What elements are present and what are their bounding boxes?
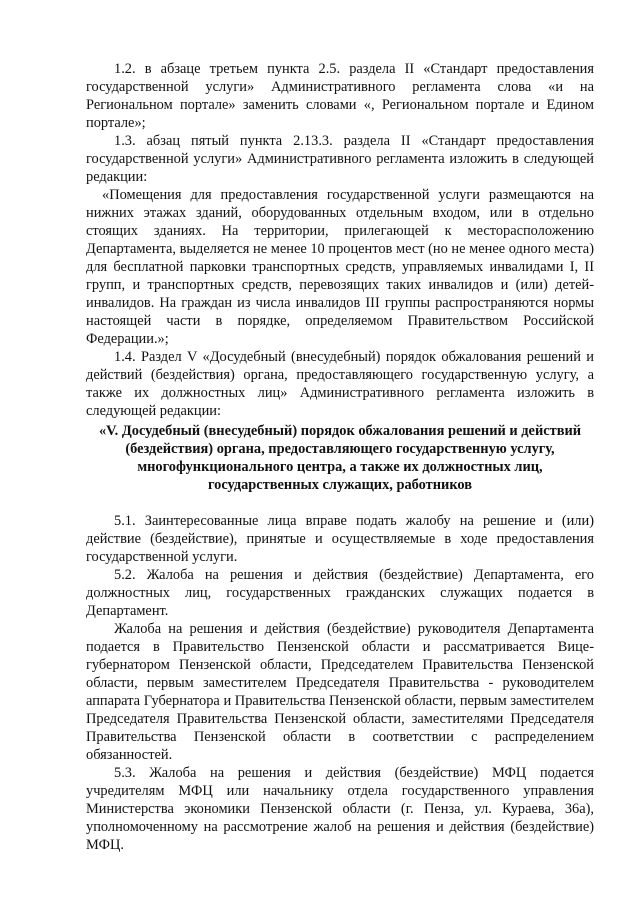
paragraph-1-2: 1.2. в абзаце третьем пункта 2.5. раздела II «Стандарт предоставления государственной услуги» Административного регламента слова «и на Региональном портале» заменить словами «, Региональном портале и Едином портале»; [86, 61, 594, 131]
paragraph-5-1: 5.1. Заинтересованные лица вправе подать жалобу на решение и (или) действие (бездействие), принятые и осуществляемые в ходе предоставления государственной услуги. [86, 513, 594, 565]
spacer [86, 494, 594, 512]
paragraph-5-2: 5.2. Жалоба на решения и действия (бездействие) Департамента, его должностных лиц, государственных гражданских служащих подается в Департамент. [86, 567, 594, 619]
paragraph-quote-premises: «Помещения для предоставления государственной услуги размещаются на нижних этажах зданий, оборудованных отдельным входом, или в отдельно стоящих зданиях. На территории, прилегающей к месторасположению Департамента, выделяется не менее 10 процентов мест (но не менее одного места) для бесплатной парковки транспортных средств, управляемых инвалидами I, II групп, и транспортных средств, перевозящих таких инвалидов и (или) детей-инвалидов. На граждан из числа инвалидов III группы распространяются нормы настоящей части в порядке, определяемом Правительством Российской Федерации.»; [86, 187, 594, 347]
paragraph-complaint-head: Жалоба на решения и действия (бездействие) руководителя Департамента подается в Правительство Пензенской области и рассматривается Вице-губернатором Пензенской области, Председателем Правительства Пензенской области, первым заместителем Председателя Правительства - руководителем аппарата Губернатора и Правительства Пензенской области, первым заместителем Председателя Правительства Пензенской области, заместителями Председателя Правительства Пензенской области в соответствии с распределением обязанностей. [86, 621, 594, 763]
paragraph-1-4: 1.4. Раздел V «Досудебный (внесудебный) порядок обжалования решений и действий (бездействия) органа, предоставляющего государственную услугу, а также их должностных лиц» Административного регламента изложить в следующей редакции: [86, 349, 594, 419]
paragraph-1-3: 1.3. абзац пятый пункта 2.13.3. раздела II «Стандарт предоставления государственной услуги» Административного регламента изложить в следующей редакции: [86, 133, 594, 185]
section-v-heading: «V. Досудебный (внесудебный) порядок обжалования решений и действий (бездействия) органа, предоставляющего государственную услугу, многофункционального центра, а также их должностных лиц, государственных служащих, работников [98, 423, 582, 493]
paragraph-5-3: 5.3. Жалоба на решения и действия (бездействие) МФЦ подается учредителям МФЦ или начальнику отдела государственного управления Министерства экономики Пензенской области (г. Пенза, ул. Кураева, 36а), уполномоченному на рассмотрение жалоб на решения и действия (бездействие) МФЦ. [86, 765, 594, 853]
